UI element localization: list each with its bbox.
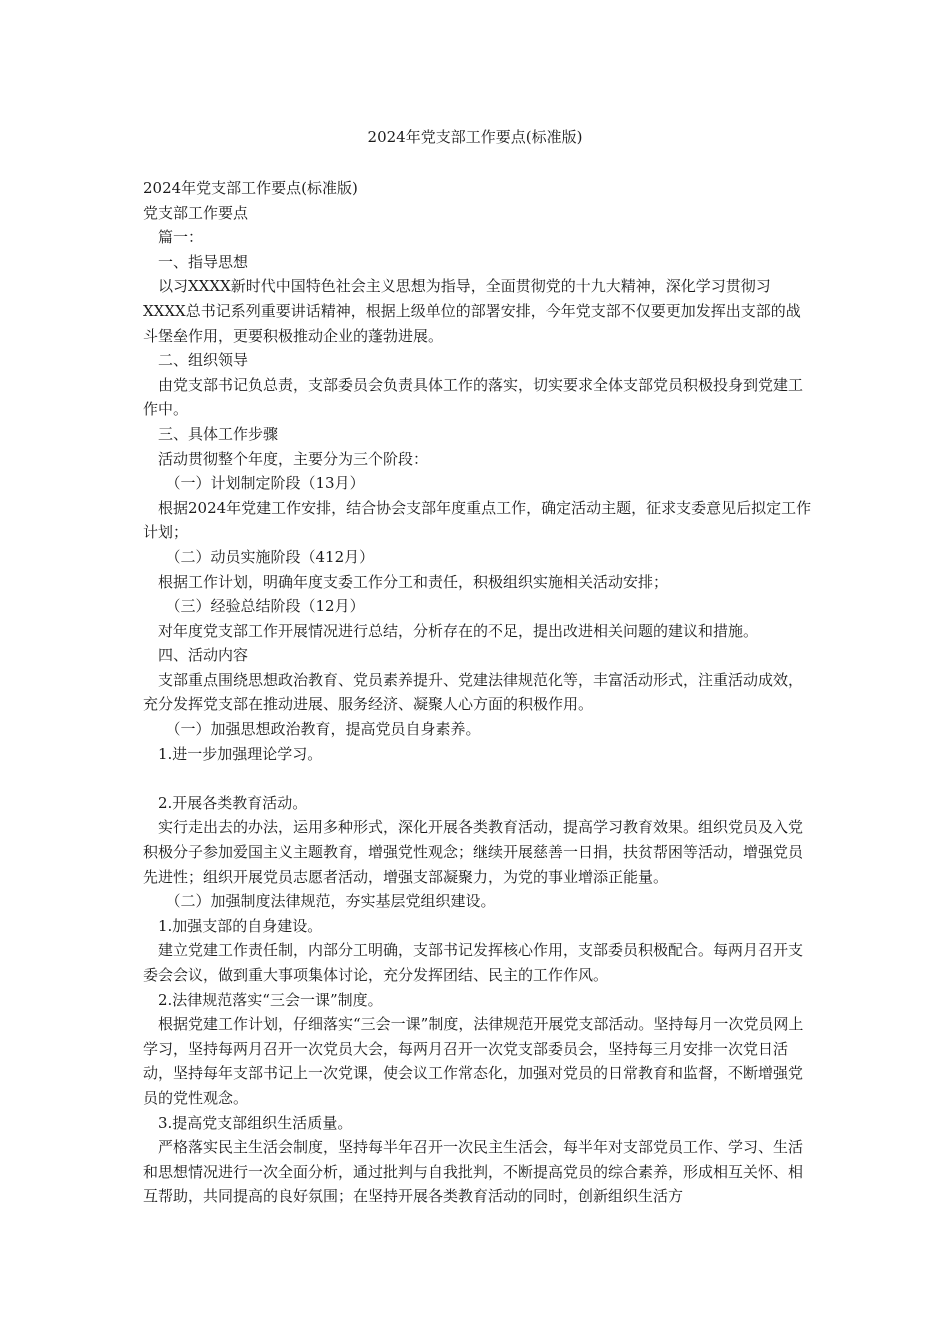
document-body bbox=[143, 176, 813, 1209]
blank-line bbox=[143, 766, 813, 791]
chapter-label: 篇一： bbox=[158, 228, 204, 247]
item-three-meetings: 2.法律规范落实“三会一课”制度。 bbox=[158, 990, 383, 1009]
paragraph-guiding-ideology: 以习XXXX新时代中国特色社会主义思想为指导，全面贯彻党的十九大精神，深化学习贯彻习XXXX总书记系列重要讲话精神，根据上级单位的部署安排，今年党支部不仅要更加发挥出支部的战斗堡垒作用，更要积极推动企业的蓬勃进展。 bbox=[143, 277, 801, 345]
document-title: 2024年党支部工作要点(标准版) bbox=[367, 128, 583, 146]
paragraph-three-meetings: 根据党建工作计划，仔细落实“三会一课”制度，法律规范开展党支部活动。坚持每月一次党员网上学习，坚持每两月召开一次党员大会，每两月召开一次党支部委员会，坚持每三月安排一次党日活动，坚持每年支部书记上一次党课，使会议工作常态化，加强对党员的日常教育和监督，不断增强党员的党性观念。 bbox=[143, 1015, 804, 1107]
item-self-building: 1.加强支部的自身建设。 bbox=[158, 916, 323, 935]
subheading-political-education: （一）加强思想政治教育，提高党员自身素养。 bbox=[165, 720, 481, 739]
subtitle-line: 2024年党支部工作要点(标准版) bbox=[143, 179, 358, 197]
subheading-stage-2: （二）动员实施阶段（412月） bbox=[165, 547, 375, 566]
paragraph-stage-3: 对年度党支部工作开展情况进行总结，分析存在的不足，提出改进相关问题的建议和措施。 bbox=[158, 621, 759, 640]
section-heading-1: 一、指导思想 bbox=[158, 252, 249, 271]
subheading-stage-3: （三）经验总结阶段（12月） bbox=[165, 597, 365, 616]
paragraph-stage-2: 根据工作计划，明确年度支委工作分工和责任，积极组织实施相关活动安排； bbox=[158, 572, 669, 591]
section-heading-4: 四、活动内容 bbox=[158, 646, 249, 665]
subheading-institutional-norms: （二）加强制度法律规范，夯实基层党组织建设。 bbox=[165, 892, 496, 911]
section-heading-3: 三、具体工作步骤 bbox=[158, 424, 279, 443]
section-heading-2: 二、组织领导 bbox=[158, 351, 249, 370]
paragraph-activities: 支部重点围绕思想政治教育、党员素养提升、党建法律规范化等，丰富活动形式，注重活动成效，充分发挥党支部在推动进展、服务经济、凝聚人心方面的积极作用。 bbox=[143, 670, 804, 714]
paragraph-self-building: 建立党建工作责任制，内部分工明确，支部书记发挥核心作用，支部委员积极配合。每两月召开支委会会议，做到重大事项集体讨论，充分发挥团结、民主的工作作风。 bbox=[143, 941, 804, 984]
paragraph-stages-intro: 活动贯彻整个年度，主要分为三个阶段： bbox=[158, 449, 429, 468]
paragraph-stage-1: 根据2024年党建工作安排，结合协会支部年度重点工作，确定活动主题，征求支委意见后拟定工作计划； bbox=[143, 498, 812, 542]
item-theory-study: 1.进一步加强理论学习。 bbox=[158, 744, 323, 763]
paragraph-organizational-life: 严格落实民主生活会制度，坚持每半年召开一次民主生活会，每半年对支部党员工作、学习、生活和思想情况进行一次全面分析，通过批判与自我批判，不断提高党员的综合素养，形成相互关怀、相互帮助，共同提高的良好氛围；在坚持开展各类教育活动的同时，创新组织生活方 bbox=[143, 1138, 804, 1206]
item-education-activities: 2.开展各类教育活动。 bbox=[158, 793, 308, 812]
item-organizational-life: 3.提高党支部组织生活质量。 bbox=[158, 1113, 353, 1132]
paragraph-organization: 由党支部书记负总责，支部委员会负责具体工作的落实，切实要求全体支部党员积极投身到党建工作中。 bbox=[143, 375, 804, 419]
section-heading-main: 党支部工作要点 bbox=[143, 203, 249, 222]
paragraph-education-activities: 实行走出去的办法，运用多种形式，深化开展各类教育活动，提高学习教育效果。组织党员及入党积极分子参加爱国主义主题教育，增强党性观念；继续开展慈善一日捐，扶贫帮困等活动，增强党员先进性；组织开展党员志愿者活动，增强支部凝聚力，为党的事业增添正能量。 bbox=[143, 818, 804, 886]
subheading-stage-1: （一）计划制定阶段（13月） bbox=[165, 474, 365, 493]
